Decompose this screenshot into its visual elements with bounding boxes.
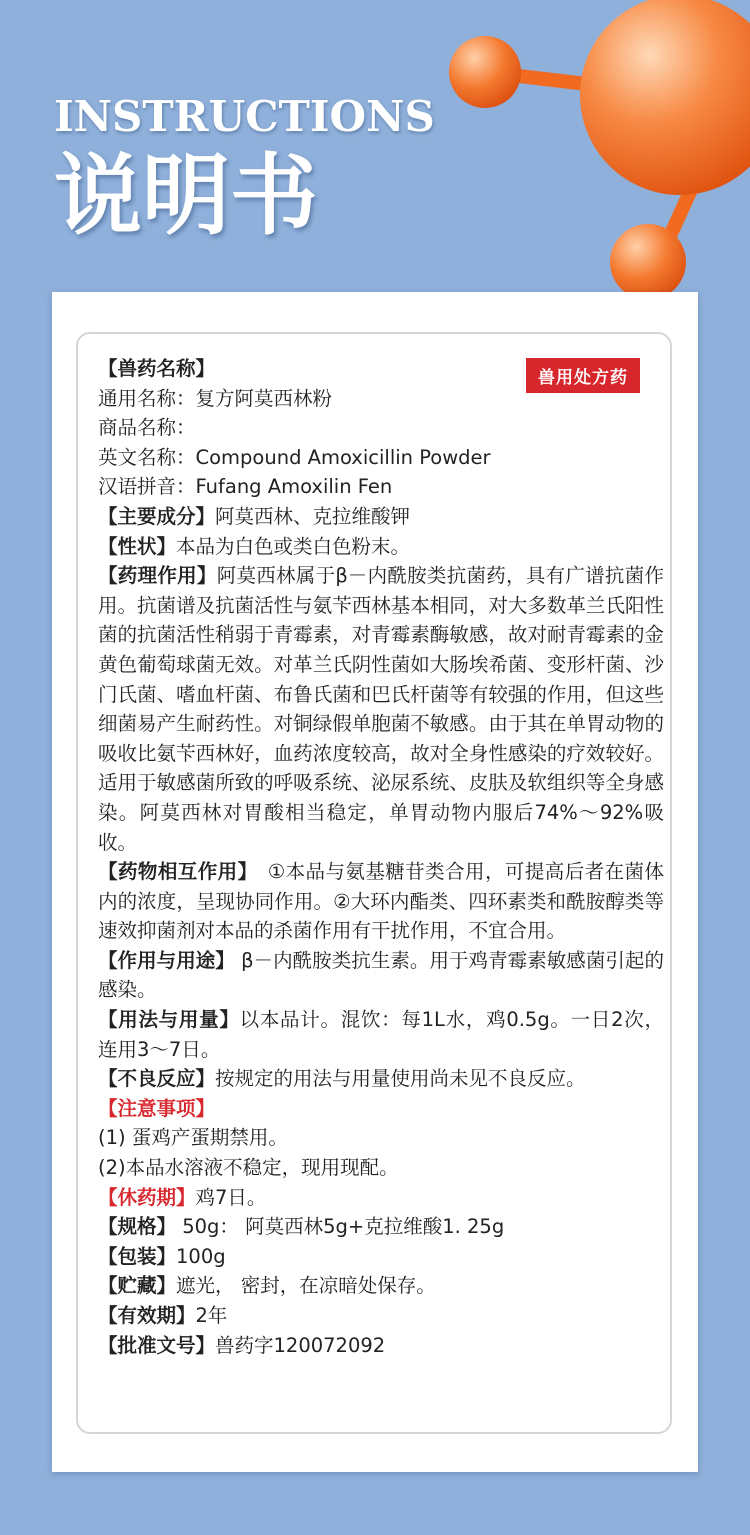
name-heading: 【兽药名称】 (98, 357, 216, 380)
molecule-atom-bottom (610, 224, 686, 300)
approval-section (98, 1331, 664, 1361)
instruction-content (98, 354, 664, 1360)
interactions-text: ①本品与氨基糖苷类合用，可提高后者在菌体内的浓度，呈现协同作用。②大环内酯类、四环素类和酰胺醇类等速效抑菌剂对本品的杀菌作用有干扰作用，不宜合用。 (98, 860, 664, 943)
ingredients-label: 【主要成分】 (98, 504, 216, 528)
ingredients-text: 阿莫西林、克拉维酸钾 (215, 504, 411, 528)
trade-name: 商品名称： (98, 416, 196, 440)
title-chinese: 说明书 (54, 144, 319, 247)
indications-label: 【作用与用途】 (98, 948, 235, 972)
storage-text: 遮光， 密封，在凉暗处保存。 (176, 1274, 436, 1298)
indications-section (98, 946, 664, 1005)
title-english: INSTRUCTIONS (54, 92, 435, 141)
package-text: 100g (176, 1244, 226, 1268)
dosage-text: 以本品计。混饮：每1L水，鸡0.5g。一日2次，连用3～7日。 (98, 1008, 664, 1061)
storage-section (98, 1271, 664, 1301)
molecule-atom-large (580, 0, 750, 195)
appearance-label: 【性状】 (98, 534, 177, 558)
storage-label: 【贮藏】 (98, 1274, 177, 1298)
adverse-text: 按规定的用法与用量使用尚未见不良反应。 (215, 1067, 586, 1091)
withdrawal-text: 鸡7日。 (195, 1185, 267, 1209)
precaution-item: (1) 蛋鸡产蛋期禁用。 (98, 1126, 288, 1150)
adverse-label: 【不良反应】 (98, 1067, 216, 1091)
english-name: 英文名称：Compound Amoxicillin Powder (98, 445, 491, 469)
dosage-section (98, 1005, 664, 1064)
precautions-label: 【注意事项】 (98, 1096, 216, 1120)
validity-label: 【有效期】 (98, 1304, 196, 1327)
validity-text: 2年 (195, 1304, 228, 1327)
generic-name: 通用名称：复方阿莫西林粉 (98, 386, 333, 410)
indications-text: β－内酰胺类抗生素。用于鸡青霉素敏感菌引起的感染。 (98, 948, 664, 1002)
appearance-section (98, 532, 664, 562)
withdrawal-section (98, 1183, 664, 1213)
validity-section (98, 1301, 664, 1331)
pharmacology-text: 阿莫西林属于β－内酰胺类抗菌药，具有广谱抗菌作用。抗菌谱及抗菌活性与氨苄西林基本相同，对大多数革兰氏阳性菌的抗菌活性稍弱于青霉素，对青霉素酶敏感，故对耐青霉素的金黄色葡萄球菌无效。对革兰氏阴性菌如大肠埃希菌、变形杆菌、沙门氏菌、嗜血杆菌、布鲁氏菌和巴氏杆菌等有较强的作用，但这些细菌易产生耐药性。对铜绿假单胞菌不敏感。由于其在单胃动物的吸收比氨苄西林好，血药浓度较高，故对全身性感染的疗效较好。适用于敏感菌所致的呼吸系统、泌尿系统、皮肤及软组织等全身感染。阿莫西林对胃酸相当稳定，单胃动物内服后74%～92%吸收。 (98, 564, 664, 854)
pinyin-name: 汉语拼音：Fufang Amoxilin Fen (98, 475, 393, 499)
package-section (98, 1242, 664, 1272)
spec-label: 【规格】 (98, 1215, 177, 1239)
pharmacology-label: 【药理作用】 (98, 564, 217, 588)
dosage-label: 【用法与用量】 (98, 1008, 240, 1032)
interactions-label: 【药物相互作用】 (98, 860, 248, 884)
approval-label: 【批准文号】 (98, 1333, 216, 1357)
approval-text: 兽药字120072092 (215, 1333, 386, 1357)
package-label: 【包装】 (98, 1244, 177, 1268)
spec-section (98, 1212, 664, 1242)
adverse-section (98, 1064, 664, 1094)
molecule-atom-left (449, 36, 521, 108)
ingredients-section (98, 502, 664, 532)
instruction-card (52, 292, 698, 1472)
precaution-item: (2)本品水溶液不稳定，现用现配。 (98, 1156, 399, 1180)
pharmacology-section (98, 561, 664, 857)
withdrawal-label: 【休药期】 (98, 1185, 196, 1209)
spec-text: 50g： 阿莫西林5g+克拉维酸1. 25g (176, 1215, 505, 1239)
appearance-text: 本品为白色或类白色粉末。 (176, 534, 411, 558)
prescription-badge: 兽用处方药 (526, 358, 640, 393)
instruction-frame (76, 332, 672, 1434)
interactions-section (98, 857, 664, 946)
